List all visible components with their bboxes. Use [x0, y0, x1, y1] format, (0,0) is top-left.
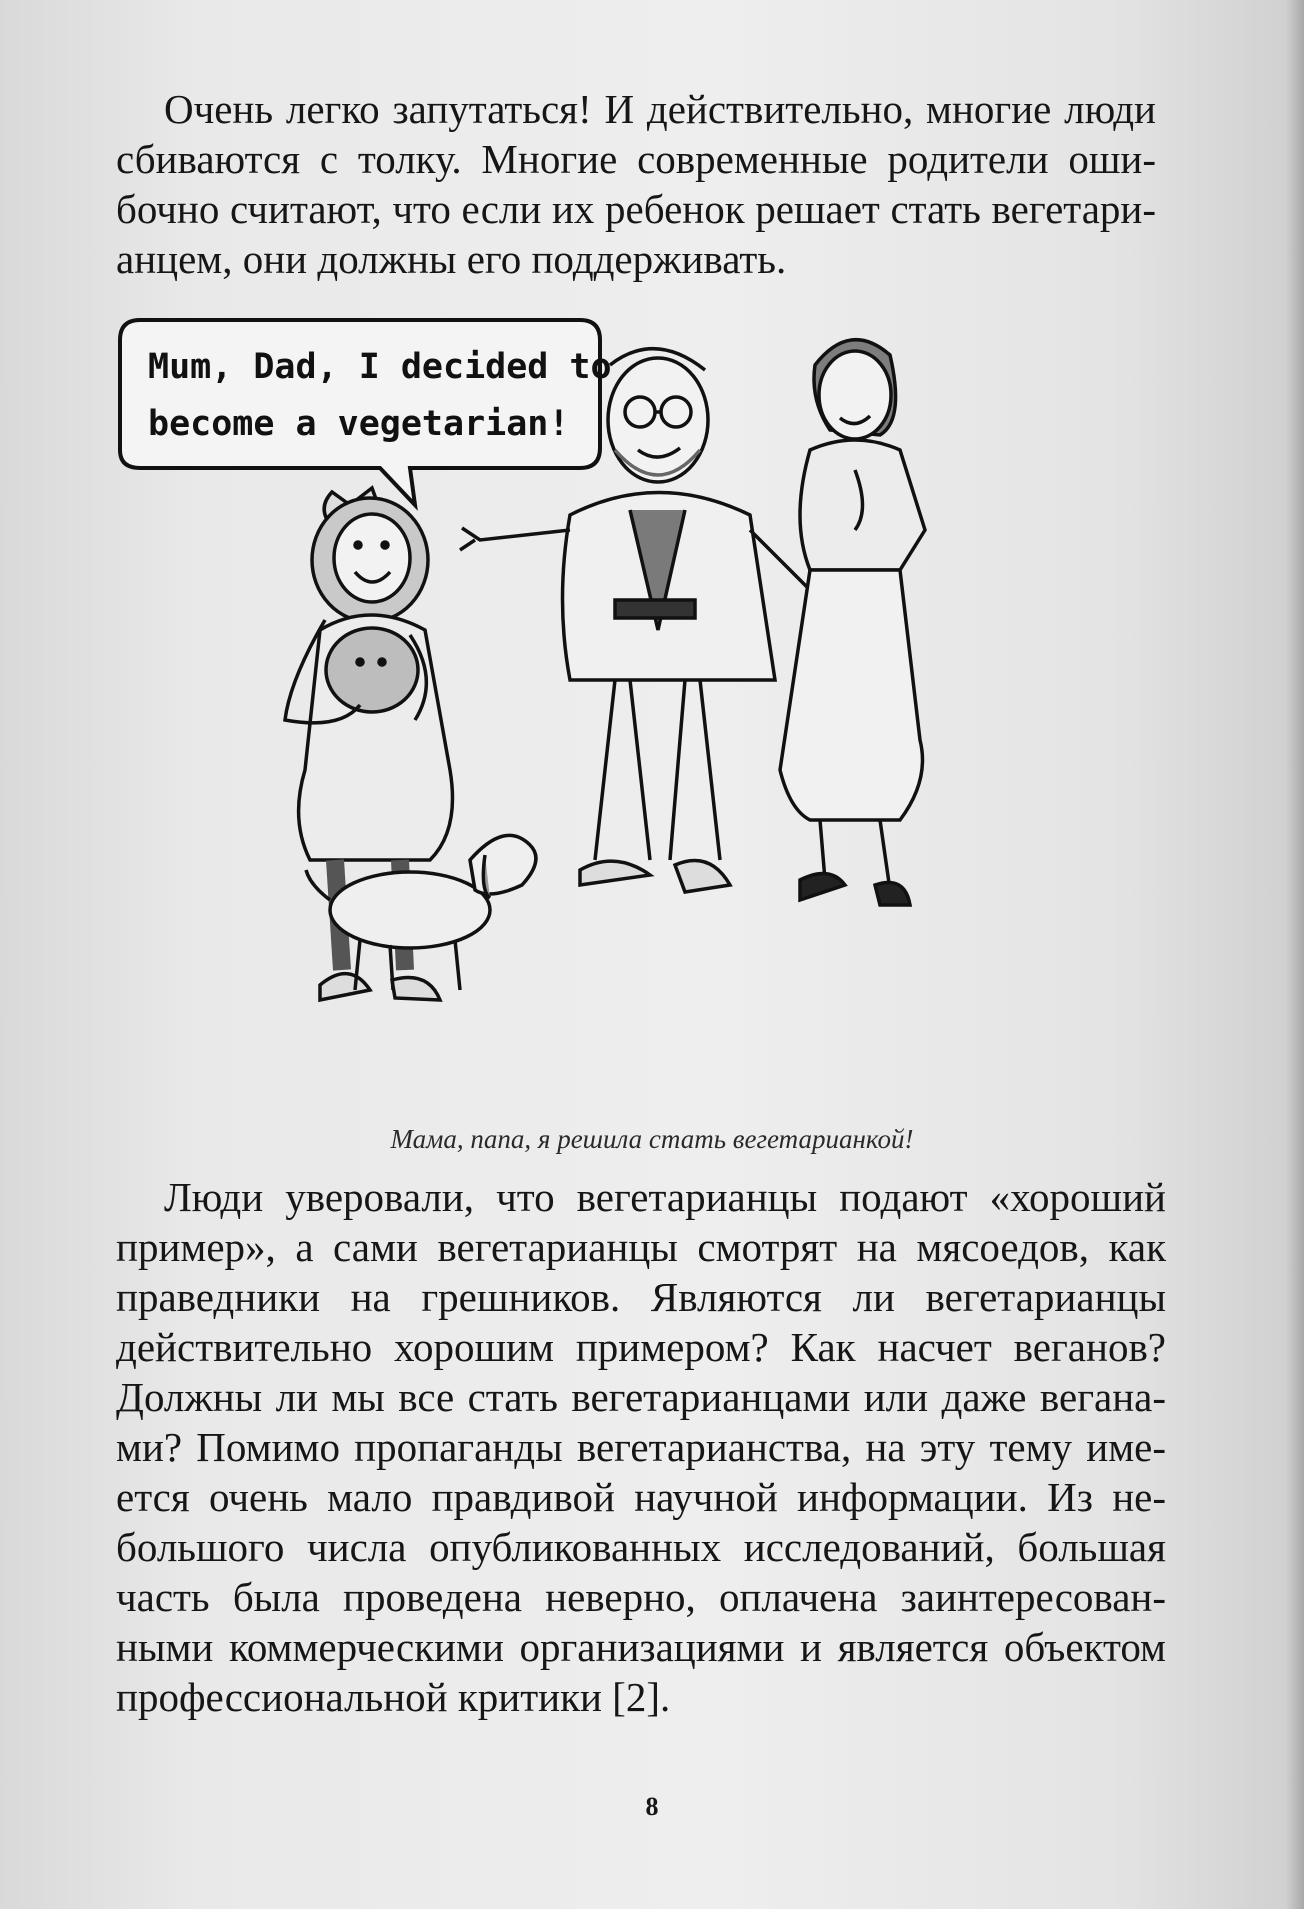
text-line: сбиваются с толку. Многие современные родители оши-: [116, 136, 1156, 182]
text-line: часть была проведена неверно, оплачена заинтересован-: [116, 1574, 1166, 1620]
text-line: большого числа опубликованных исследований, большая: [116, 1524, 1166, 1570]
text-line: Очень легко запутаться! И действительно, многие люди: [164, 86, 1156, 132]
cartoon-illustration: [110, 300, 1170, 1130]
paragraph-intro: [116, 84, 1156, 284]
text-line: Люди уверовали, что вегетарианцы подают «хороший: [164, 1174, 1166, 1220]
text-line: бочно считают, что если их ребенок решает стать вегетари-: [116, 186, 1156, 232]
text-line: ется очень мало правдивой научной информации. Из не-: [116, 1474, 1166, 1520]
illustration-caption: Мама, папа, я решила стать вегетарианкой!: [390, 1124, 914, 1154]
paragraph-main: [116, 1172, 1166, 1722]
text-line: ными коммерческими организациями и является объектом: [116, 1624, 1166, 1670]
text-line: ми? Помимо пропаганды вегетарианства, на эту тему име-: [116, 1424, 1166, 1470]
text-line: действительно хорошим примером? Как насчет веганов?: [116, 1324, 1166, 1370]
text-line: пример», а сами вегетарианцы смотрят на мясоедов, как: [116, 1224, 1166, 1270]
text-line: Должны ли мы все стать вегетарианцами или даже вегана-: [116, 1374, 1166, 1420]
speech-bubble: [120, 320, 612, 505]
text-line: праведники на грешников. Являются ли вегетарианцы: [116, 1274, 1166, 1320]
text-line: анцем, они должны его поддерживать.: [116, 236, 787, 282]
page-number: 8: [645, 1792, 659, 1821]
text-line: профессиональной критики [2].: [116, 1674, 671, 1720]
mother-figure: [780, 340, 925, 905]
bubble-line-1: Mum, Dad, I decided to: [148, 347, 612, 387]
bubble-line-2: become a vegetarian!: [148, 404, 570, 444]
page-edge: [1286, 0, 1304, 1909]
